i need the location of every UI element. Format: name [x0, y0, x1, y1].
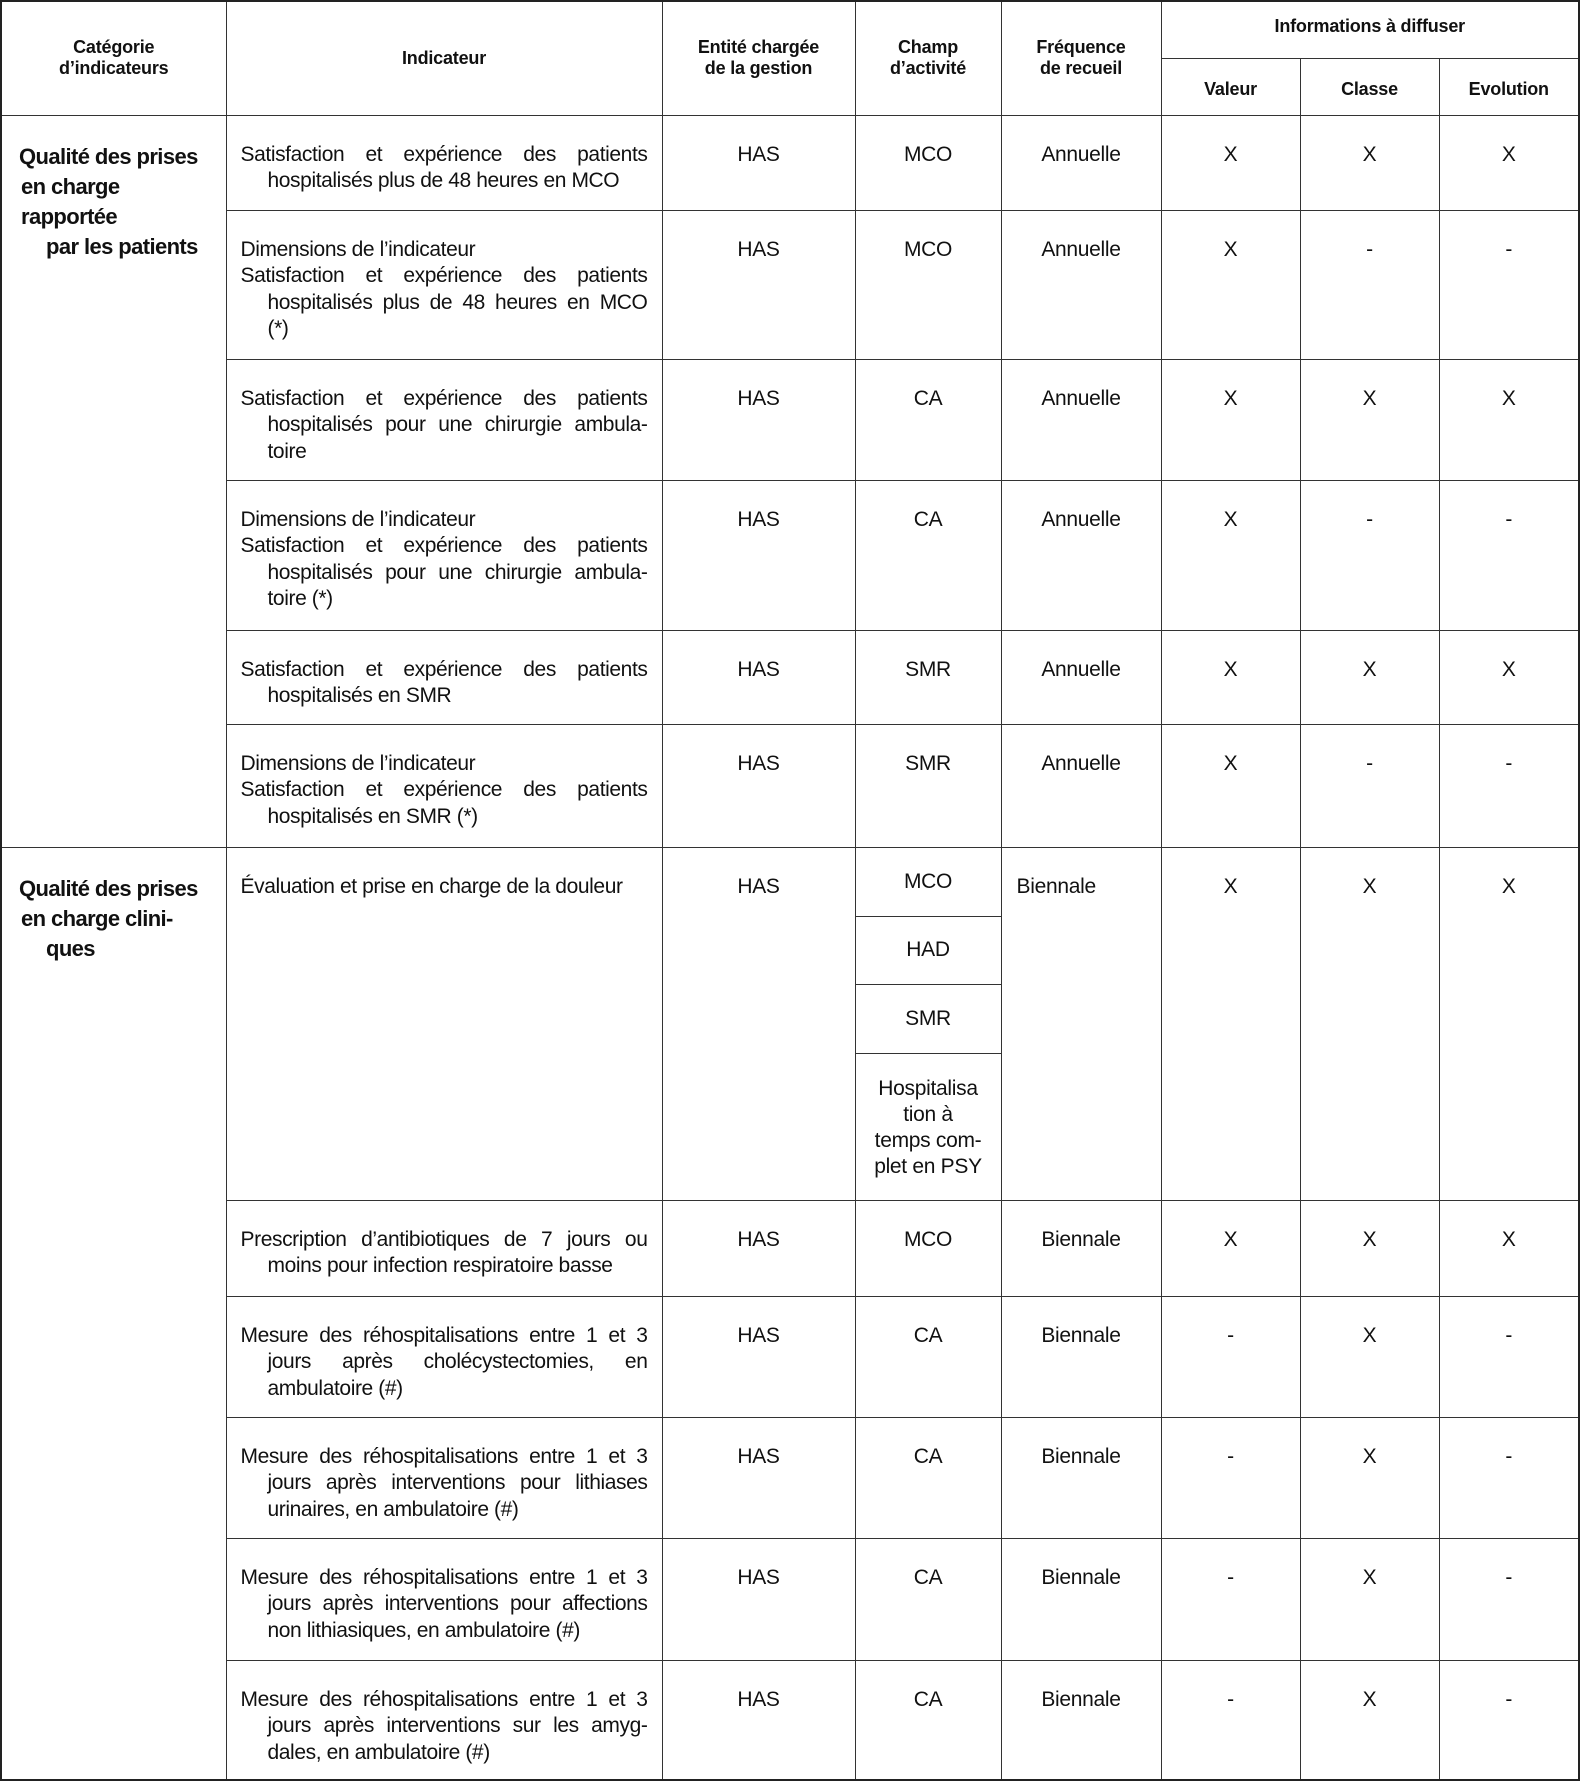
header-row — [1, 1, 1579, 58]
evolution-cell-value: X — [1501, 142, 1516, 166]
entite-cell-value: HAS — [737, 1687, 780, 1711]
champ-cell — [855, 115, 1001, 210]
indicator-text-line: Mesure des réhospitalisations entre 1 et 3 — [240, 1323, 648, 1347]
evolution-cell — [1439, 359, 1579, 480]
classe-cell — [1300, 1296, 1439, 1417]
entite-cell — [662, 115, 855, 210]
frequence-cell — [1001, 724, 1161, 847]
entite-cell-value: HAS — [737, 507, 780, 531]
classe-cell — [1300, 1538, 1439, 1660]
indicator-text-line: Dimensions de l’indicateur — [240, 751, 476, 775]
table-row — [1, 210, 1579, 359]
entite-cell — [662, 210, 855, 359]
classe-cell-value: - — [1366, 751, 1373, 775]
classe-cell-value: X — [1362, 874, 1377, 898]
champ-cell-value: CA — [913, 1687, 943, 1711]
valeur-cell-value: - — [1227, 1565, 1234, 1589]
valeur-cell — [1161, 115, 1300, 210]
champ-cell-value: MCO — [903, 1227, 953, 1251]
evolution-cell — [1439, 1200, 1579, 1296]
evolution-cell-value: X — [1501, 874, 1516, 898]
category-text-line: en charge rapportée — [21, 173, 120, 229]
evolution-cell — [1439, 1538, 1579, 1660]
classe-cell-value: X — [1362, 1565, 1377, 1589]
indicator-cell — [226, 480, 662, 630]
evolution-cell-value: - — [1505, 1687, 1513, 1711]
indicator-text-line: Satisfaction et expérience des patients — [240, 657, 648, 681]
evolution-cell — [1439, 115, 1579, 210]
valeur-cell — [1161, 847, 1300, 1200]
indicator-cell — [226, 724, 662, 847]
category-text-line: Qualité des prises — [19, 143, 198, 169]
header-classe: Classe — [1300, 58, 1439, 115]
classe-cell — [1300, 630, 1439, 724]
header-entite-line: Entité chargée — [697, 37, 820, 58]
frequence-cell-value: Biennale — [1041, 1687, 1121, 1711]
frequence-cell-value: Annuelle — [1041, 507, 1121, 531]
champ-cell-value: CA — [913, 507, 943, 531]
indicator-text-line: toire (*) — [267, 587, 333, 610]
entite-cell-value: HAS — [737, 874, 780, 898]
header-frequence — [1001, 1, 1161, 115]
table-row — [1, 1417, 1579, 1538]
indicator-text-line: Évaluation et prise en charge de la douleur — [240, 874, 623, 898]
classe-cell-value: - — [1366, 237, 1373, 261]
classe-cell-value: X — [1362, 1227, 1377, 1251]
header-categorie — [1, 1, 226, 115]
valeur-cell — [1161, 210, 1300, 359]
indicator-text-line: toire — [267, 439, 307, 463]
indicator-text-line: (*) — [267, 317, 289, 340]
evolution-cell — [1439, 1417, 1579, 1538]
valeur-cell-value: X — [1223, 237, 1238, 261]
classe-cell — [1300, 359, 1439, 480]
entite-cell — [662, 724, 855, 847]
indicator-cell — [226, 1538, 662, 1660]
indicator-text-line: ambulatoire (#) — [267, 1376, 403, 1400]
entite-cell-value: HAS — [737, 1227, 780, 1251]
evolution-cell — [1439, 1296, 1579, 1417]
indicator-text-line: jours après interventions pour lithiases — [267, 1471, 648, 1494]
indicator-text-line: Satisfaction et expérience des patients — [240, 778, 648, 801]
indicator-text-line: jours après cholécystectomies, en — [267, 1350, 648, 1373]
frequence-cell-value: Biennale — [1041, 1565, 1121, 1589]
valeur-cell-value: - — [1227, 1687, 1234, 1711]
classe-cell — [1300, 1660, 1439, 1780]
classe-cell — [1300, 1200, 1439, 1296]
table-row — [1, 847, 1579, 916]
entite-cell — [662, 480, 855, 630]
indicator-text-line: jours après interventions sur les amyg- — [267, 1714, 648, 1737]
indicator-cell — [226, 210, 662, 359]
entite-cell-value: HAS — [737, 237, 780, 261]
indicator-text-line: Satisfaction et expérience des patients — [240, 534, 648, 557]
header-categorie-line: d’indicateurs — [59, 58, 169, 79]
table-row — [1, 1660, 1579, 1780]
indicator-text-line: Mesure des réhospitalisations entre 1 et 3 — [240, 1687, 648, 1711]
header-valeur: Valeur — [1161, 58, 1300, 115]
entite-cell-value: HAS — [737, 1444, 780, 1468]
champ-cell — [855, 210, 1001, 359]
champ-cell-value: CA — [913, 1565, 943, 1589]
champ-psy-line: plet en PSY — [874, 1154, 982, 1178]
entite-cell-value: HAS — [737, 751, 780, 775]
valeur-cell-value: X — [1223, 142, 1238, 166]
evolution-cell — [1439, 630, 1579, 724]
table-row — [1, 630, 1579, 724]
header-entite — [662, 1, 855, 115]
frequence-cell-value: Biennale — [1041, 1227, 1121, 1251]
indicator-text-line: hospitalisés pour une chirurgie ambula- — [267, 560, 648, 584]
indicator-cell — [226, 630, 662, 724]
frequence-cell-value: Annuelle — [1041, 386, 1121, 410]
valeur-cell-value: X — [1223, 386, 1238, 410]
classe-cell-value: X — [1362, 1687, 1377, 1711]
classe-cell-value: X — [1362, 1444, 1377, 1468]
valeur-cell — [1161, 1660, 1300, 1780]
table-row — [1, 115, 1579, 210]
champ-value: MCO — [903, 869, 953, 893]
valeur-cell — [1161, 1200, 1300, 1296]
indicator-text-line: hospitalisés plus de 48 heures en MCO — [267, 290, 648, 314]
category-text-line: Qualité des prises — [19, 875, 198, 901]
category-cell — [1, 847, 226, 1780]
frequence-cell — [1001, 847, 1161, 1200]
classe-cell — [1300, 847, 1439, 1200]
table-row — [1, 1296, 1579, 1417]
header-champ-line: d’activité — [889, 58, 967, 79]
evolution-cell — [1439, 847, 1579, 1200]
indicator-text-line: hospitalisés plus de 48 heures en MCO — [267, 169, 620, 192]
indicator-text-line: Mesure des réhospitalisations entre 1 et 3 — [240, 1565, 648, 1589]
champ-cell — [855, 1200, 1001, 1296]
valeur-cell-value: - — [1227, 1444, 1234, 1468]
header-champ-line: Champ — [897, 37, 958, 58]
table-row — [1, 1200, 1579, 1296]
valeur-cell-value: - — [1227, 1323, 1234, 1347]
evolution-cell — [1439, 210, 1579, 359]
entite-cell — [662, 359, 855, 480]
champ-cell-value: CA — [913, 386, 943, 410]
indicator-text-line: Satisfaction et expérience des patients — [240, 264, 648, 287]
evolution-cell-value: X — [1501, 657, 1516, 681]
entite-cell-value: HAS — [737, 386, 780, 410]
category-text-line: par les patients — [46, 233, 198, 259]
frequence-cell — [1001, 115, 1161, 210]
classe-cell — [1300, 1417, 1439, 1538]
indicator-text-line: Dimensions de l’indicateur — [240, 237, 476, 261]
valeur-cell — [1161, 1296, 1300, 1417]
indicator-text-line: dales, en ambulatoire (#) — [267, 1740, 490, 1764]
entite-cell-value: HAS — [737, 1565, 780, 1589]
classe-cell-value: X — [1362, 657, 1377, 681]
frequence-cell-value: Annuelle — [1041, 751, 1121, 775]
classe-cell — [1300, 210, 1439, 359]
indicator-cell — [226, 359, 662, 480]
frequence-cell — [1001, 1417, 1161, 1538]
entite-cell — [662, 1296, 855, 1417]
valeur-cell — [1161, 480, 1300, 630]
classe-cell-value: - — [1366, 507, 1373, 531]
indicator-cell — [226, 1200, 662, 1296]
indicator-text-line: Mesure des réhospitalisations entre 1 et 3 — [240, 1444, 648, 1468]
indicator-cell — [226, 1660, 662, 1780]
header-entite-line: de la gestion — [704, 58, 813, 79]
entite-cell-value: HAS — [737, 142, 780, 166]
champ-subcell — [855, 1053, 1001, 1200]
frequence-cell — [1001, 1660, 1161, 1780]
frequence-cell-value: Annuelle — [1041, 142, 1121, 166]
classe-cell-value: X — [1362, 386, 1377, 410]
champ-psy-line: tion à — [903, 1102, 953, 1126]
evolution-cell — [1439, 1660, 1579, 1780]
indicator-text-line: non lithiasiques, en ambulatoire (#) — [267, 1618, 580, 1642]
classe-cell — [1300, 115, 1439, 210]
valeur-cell-value: X — [1223, 657, 1238, 681]
classe-cell-value: X — [1362, 1323, 1377, 1347]
evolution-cell-value: - — [1505, 237, 1513, 261]
frequence-cell-value: Biennale — [1016, 874, 1096, 898]
evolution-cell-value: - — [1505, 1565, 1513, 1589]
frequence-cell — [1001, 1296, 1161, 1417]
entite-cell-value: HAS — [737, 1323, 780, 1347]
champ-cell — [855, 724, 1001, 847]
evolution-cell — [1439, 480, 1579, 630]
valeur-cell-value: X — [1223, 751, 1238, 775]
indicator-text-line: Satisfaction et expérience des patients — [240, 142, 648, 166]
champ-value: SMR — [905, 1006, 951, 1030]
indicator-cell — [226, 115, 662, 210]
table-row — [1, 1538, 1579, 1660]
champ-subcell — [855, 916, 1001, 984]
evolution-cell-value: X — [1501, 386, 1516, 410]
valeur-cell-value: X — [1223, 1227, 1238, 1251]
entite-cell — [662, 630, 855, 724]
header-frequence-line: de recueil — [1039, 58, 1123, 79]
valeur-cell-value: X — [1223, 507, 1238, 531]
header-evolution: Evolution — [1439, 58, 1579, 115]
indicator-cell — [226, 1417, 662, 1538]
champ-subcell — [855, 847, 1001, 916]
champ-cell-value: MCO — [903, 142, 953, 166]
indicator-text-line: hospitalisés en SMR — [267, 684, 452, 707]
frequence-cell-value: Biennale — [1041, 1323, 1121, 1347]
evolution-cell — [1439, 724, 1579, 847]
frequence-cell — [1001, 359, 1161, 480]
champ-cell-value: CA — [913, 1323, 943, 1347]
entite-cell — [662, 1417, 855, 1538]
table-row — [1, 480, 1579, 630]
frequence-cell-value: Biennale — [1041, 1444, 1121, 1468]
champ-cell-value: MCO — [903, 237, 953, 261]
evolution-cell-value: - — [1505, 1444, 1513, 1468]
indicator-text-line: moins pour infection respiratoire basse — [267, 1254, 613, 1277]
entite-cell — [662, 1660, 855, 1780]
evolution-cell-value: - — [1505, 751, 1513, 775]
champ-cell — [855, 359, 1001, 480]
indicator-text-line: hospitalisés pour une chirurgie ambula- — [267, 413, 648, 436]
champ-cell — [855, 630, 1001, 724]
frequence-cell — [1001, 1200, 1161, 1296]
champ-cell — [855, 1660, 1001, 1780]
champ-cell — [855, 1296, 1001, 1417]
frequence-cell — [1001, 480, 1161, 630]
indicator-text-line: urinaires, en ambulatoire (#) — [267, 1497, 519, 1521]
entite-cell — [662, 1538, 855, 1660]
valeur-cell-value: X — [1223, 874, 1238, 898]
table-row — [1, 359, 1579, 480]
header-indicateur: Indicateur — [226, 1, 662, 115]
header-frequence-line: Fréquence — [1036, 37, 1126, 58]
evolution-cell-value: - — [1505, 507, 1513, 531]
valeur-cell — [1161, 630, 1300, 724]
entite-cell — [662, 847, 855, 1200]
frequence-cell — [1001, 210, 1161, 359]
champ-value: HAD — [906, 938, 950, 961]
champ-cell — [855, 1538, 1001, 1660]
valeur-cell — [1161, 359, 1300, 480]
indicator-cell — [226, 1296, 662, 1417]
frequence-cell-value: Annuelle — [1041, 237, 1121, 261]
indicator-text-line: jours après interventions pour affections — [267, 1592, 648, 1615]
frequence-cell — [1001, 1538, 1161, 1660]
champ-psy-line: temps com- — [874, 1128, 982, 1152]
champ-psy-line: Hospitalisa — [878, 1076, 978, 1100]
champ-cell-value: SMR — [905, 657, 951, 681]
classe-cell — [1300, 724, 1439, 847]
indicator-text-line: hospitalisés en SMR (*) — [267, 804, 478, 828]
classe-cell-value: X — [1362, 142, 1377, 166]
classe-cell — [1300, 480, 1439, 630]
header-champ — [855, 1, 1001, 115]
category-text-line: en charge clini- — [21, 905, 173, 931]
indicator-text-line: Dimensions de l’indicateur — [240, 507, 476, 531]
table-row — [1, 724, 1579, 847]
champ-cell — [855, 480, 1001, 630]
table-body — [1, 115, 1579, 1780]
frequence-cell-value: Annuelle — [1041, 657, 1121, 681]
frequence-cell — [1001, 630, 1161, 724]
header-categorie-line: Catégorie — [73, 37, 155, 58]
champ-cell — [855, 1417, 1001, 1538]
category-cell — [1, 115, 226, 847]
category-text-line: ques — [46, 935, 95, 961]
champ-cell-value: CA — [913, 1444, 943, 1468]
entite-cell — [662, 1200, 855, 1296]
evolution-cell-value: X — [1501, 1227, 1516, 1251]
valeur-cell — [1161, 724, 1300, 847]
entite-cell-value: HAS — [737, 657, 780, 681]
indicator-text-line: Prescription d’antibiotiques de 7 jours ou — [240, 1227, 648, 1251]
evolution-cell-value: - — [1505, 1323, 1513, 1347]
valeur-cell — [1161, 1417, 1300, 1538]
header-informations: Informations à diffuser — [1161, 1, 1579, 58]
champ-subcell — [855, 984, 1001, 1053]
indicator-cell — [226, 847, 662, 1200]
champ-cell-value: SMR — [905, 751, 951, 775]
valeur-cell — [1161, 1538, 1300, 1660]
indicator-text-line: Satisfaction et expérience des patients — [240, 386, 648, 410]
